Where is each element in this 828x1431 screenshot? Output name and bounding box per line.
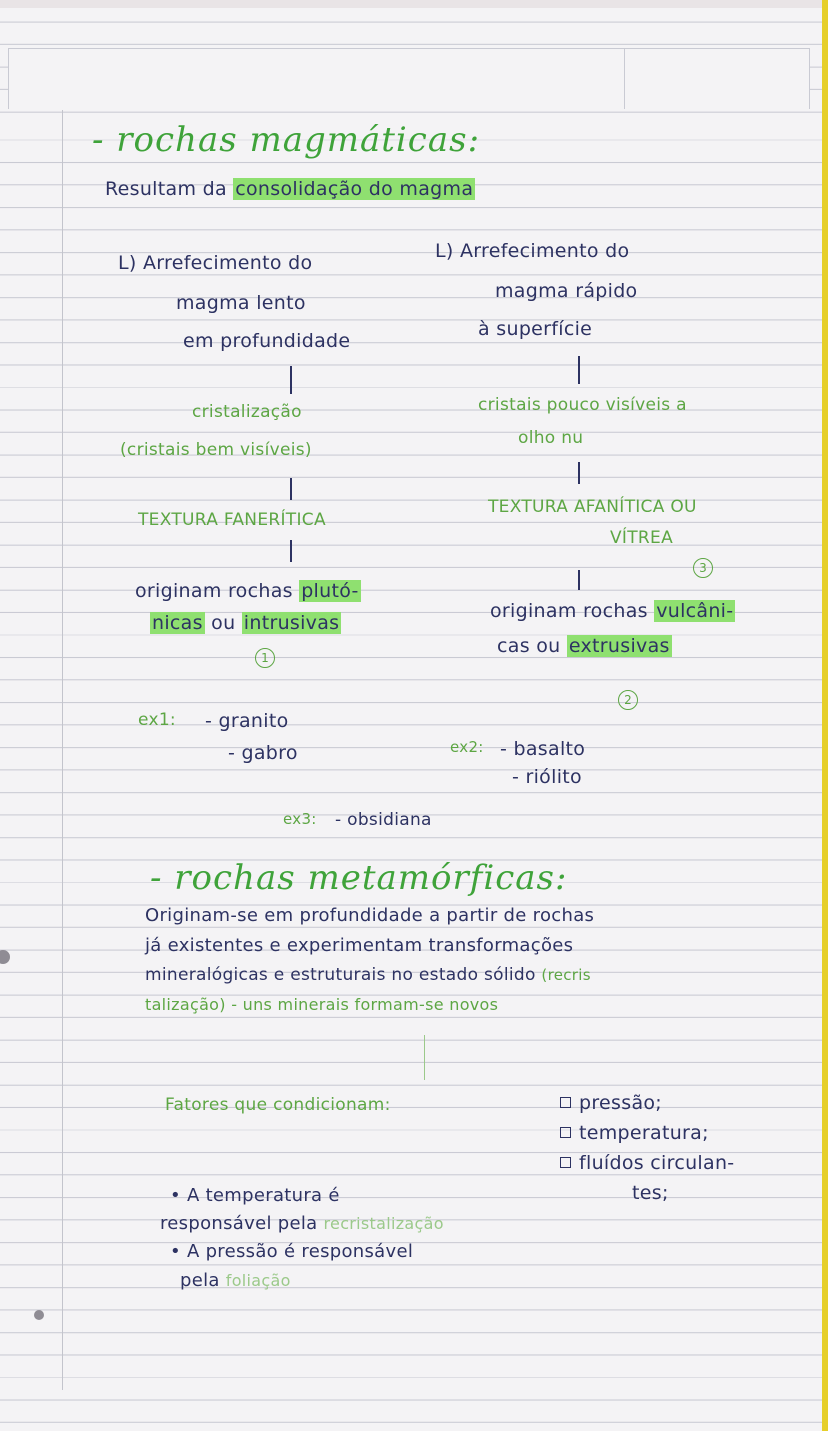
factors-label: Fatores que condicionam: — [165, 1095, 391, 1115]
number-badge: 2 — [618, 690, 638, 710]
right-origin-1 — [490, 600, 735, 622]
bullet-green: recristalização — [323, 1214, 444, 1233]
ex3-label: ex3: — [283, 810, 317, 828]
bullet-text: responsável pela — [160, 1213, 318, 1234]
header-box — [8, 48, 810, 109]
section-title-metamorphic: - rochas metamórficas: — [150, 858, 568, 898]
margin-line — [62, 110, 63, 1390]
intro-text — [105, 178, 475, 200]
origin-prefix: originam rochas — [135, 580, 293, 602]
right-crystal-2: olho nu — [518, 428, 584, 448]
left-heading-1: L) Arrefecimento do — [118, 252, 313, 274]
checkbox-icon — [560, 1097, 571, 1108]
left-origin-2 — [150, 612, 341, 634]
checkbox-icon — [560, 1157, 571, 1168]
ex2-item: - basalto — [500, 738, 586, 760]
left-heading-3: em profundidade — [183, 330, 351, 352]
bullet-line — [160, 1213, 444, 1234]
flow-line — [290, 478, 292, 500]
binder-hole — [34, 1310, 44, 1320]
flow-line — [290, 540, 292, 562]
flow-line — [578, 356, 580, 384]
left-origin-1 — [135, 580, 361, 602]
factor-item — [560, 1092, 662, 1114]
meta-text: mineralógicas e estruturais no estado sólido — [145, 965, 536, 985]
meta-note-line: talização) - uns minerais formam-se novos — [145, 995, 499, 1014]
factor-label: fluídos circulan- — [579, 1152, 735, 1174]
right-origin-2 — [497, 635, 672, 657]
ex1-item: - gabro — [228, 742, 298, 764]
origin-highlight: intrusivas — [243, 612, 340, 634]
header-divider — [624, 49, 625, 109]
left-heading-2: magma lento — [176, 292, 306, 314]
ex2-label: ex2: — [450, 738, 484, 756]
meta-text-line — [145, 965, 591, 985]
origin-word: cas — [497, 635, 530, 657]
flow-line — [578, 570, 580, 590]
factor-item — [560, 1152, 734, 1174]
ex1-item: - granito — [205, 710, 289, 732]
bullet-line: • A temperatura é — [170, 1185, 340, 1206]
bullet-line — [180, 1270, 291, 1291]
right-texture-2: VÍTREA — [610, 528, 674, 548]
right-texture-1: TEXTURA AFANÍTICA OU — [488, 497, 697, 517]
origin-highlight: nicas — [152, 612, 203, 634]
bullet-text: pela — [180, 1270, 220, 1291]
origin-highlight: vulcâni- — [656, 600, 734, 622]
yellow-edge — [822, 0, 828, 1431]
origin-prefix: originam rochas — [490, 600, 648, 622]
origin-highlight: plutó- — [301, 580, 359, 602]
meta-text-line: Originam-se em profundidade a partir de rochas — [145, 905, 595, 926]
bullet-line: • A pressão é responsável — [170, 1241, 414, 1262]
section-title-magmatic: - rochas magmáticas: — [92, 120, 481, 160]
number-badge: 3 — [693, 558, 713, 578]
number-badge: 1 — [255, 648, 275, 668]
bullet-green: foliação — [225, 1271, 291, 1290]
factor-label: pressão; — [579, 1092, 663, 1114]
meta-note: (recris — [541, 966, 591, 984]
right-heading-2: magma rápido — [495, 280, 638, 302]
intro-prefix: Resultam da — [105, 178, 227, 200]
left-texture: TEXTURA FANERÍTICA — [138, 510, 326, 530]
intro-highlight: consolidação do magma — [235, 178, 474, 200]
right-crystal-1: cristais pouco visíveis a — [478, 395, 687, 415]
flow-line — [290, 366, 292, 394]
factor-item — [560, 1122, 709, 1144]
origin-highlight: extrusivas — [568, 635, 670, 657]
right-heading-3: à superfície — [478, 318, 593, 340]
checkbox-icon — [560, 1127, 571, 1138]
meta-text-line: já existentes e experimentam transformações — [145, 935, 574, 956]
ex1-label: ex1: — [138, 710, 176, 730]
origin-or: ou — [536, 635, 561, 657]
left-crystal-2: (cristais bem visíveis) — [120, 440, 312, 460]
factor-item-cont: tes; — [632, 1182, 669, 1204]
flow-line — [578, 462, 580, 484]
ex3-item: - obsidiana — [335, 810, 432, 830]
left-crystal-1: cristalização — [192, 402, 302, 422]
factor-label: temperatura; — [579, 1122, 709, 1144]
arrow-down — [424, 1035, 425, 1080]
right-heading-1: L) Arrefecimento do — [435, 240, 630, 262]
origin-or: ou — [211, 612, 236, 634]
ex2-item: - riólito — [512, 766, 582, 788]
